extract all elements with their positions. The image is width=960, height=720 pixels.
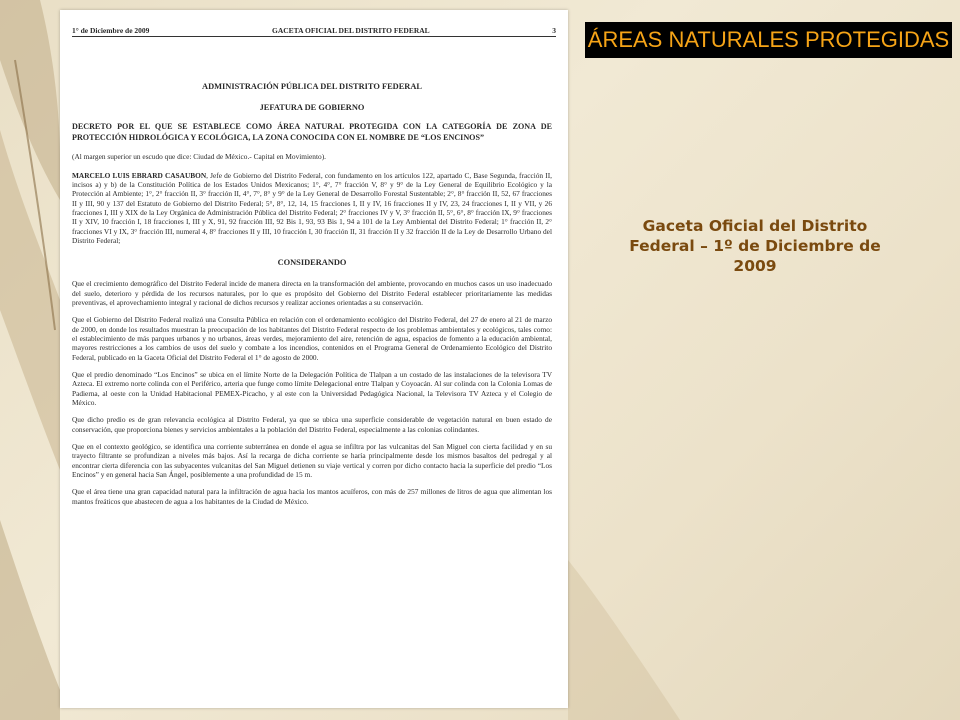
gazette-body (72, 82, 552, 506)
gazette-page (60, 10, 568, 708)
considerando-paragraph: Que el crecimiento demográfico del Distrito Federal incide de manera directa en la transformación del ambiente, provocando en muchos casos un uso inadecuado del suelo, deterioro y pérdida de los recursos naturales, por lo que es propósito del Gobierno del Distrito Federal establecer prioritariamente las medidas preventivas, el aprovechamiento integral y racional de dichos recursos y realizar acciones orientadas a su conservación. (72, 279, 552, 307)
considerando-heading: CONSIDERANDO (277, 258, 347, 268)
header-page-number: 3 (552, 26, 556, 35)
slide-title: ÁREAS NATURALES PROTEGIDAS (587, 27, 950, 52)
slide-title-banner (585, 22, 952, 58)
intro-paragraph (72, 171, 552, 246)
considerando-paragraph: Que en el contexto geológico, se identifica una corriente subterránea en donde el agua se infiltra por las vulcanitas del San Miguel con cierta facilidad y en su trayecto filtrante se profundizan a niveles más bajos. Así la recarga de dicha corriente se haría principalmente desde los mismos basaltos del pedregal y al encontrar cierta diferencia con las subyacentes vulcanitas del San Miguel detienen su viaje vertical y corren por dicho contacto hacia la superficie del predio “Los Encinos” y en general hacia San Ángel, posiblemente a una profundidad de 15 m. (72, 442, 552, 480)
governor-name: MARCELO LUIS EBRARD CASAUBON (72, 170, 207, 180)
considerando-paragraph: Que el predio denominado “Los Encinos” se ubica en el límite Norte de la Delegación Política de Tlalpan a un costado de las instalaciones de la televisora TV Azteca. El extremo norte colinda con el Periférico, arteria que funge como límite Delegacional entre Tlalpan y Coyoacán. Al sur colinda con la Colonia Lomas de Padierna, al oeste con la Unidad Habitacional PEMEX-Picacho, y al este con la Universidad Pedagógica Nacional, la Televisora TV Azteca y el Colegio de México. (72, 370, 552, 408)
header-date: 1° de Diciembre de 2009 (72, 26, 150, 35)
slide-caption: Gaceta Oficial del Distrito Federal – 1º de Diciembre de 2009 (629, 217, 881, 275)
header-publication: GACETA OFICIAL DEL DISTRITO FEDERAL (272, 26, 430, 35)
office-heading: JEFATURA DE GOBIERNO (259, 103, 365, 112)
gazette-header (72, 26, 556, 37)
intro-text: , Jefe de Gobierno del Distrito Federal, con fundamento en los artículos 122, apartado C, Base Segunda, fracción II, incisos a) y b) de la Constitución Política de los Estados Unidos Mexicanos; 1°, 4°, 7° fracción V, 8° y 9° de la Ley General de Equilibrio Ecológico y la Protección al Ambiente; 1°, 2° fracción II, 3° fracción II, 4°, 7°, 8° y 9° de la Ley General de Desarrollo Forestal Sustentable; 2°, 8° fracción II, 52, 67 fracciones II y III, 90 y 137 del Estatuto de Gobierno del Distrito Federal; 5°, 8°, 12, 14, 15 fracciones I, II y IV, 16 fracciones II y IV, 23, 24 fracciones I, II y VII, y 26 fracciones I, III y XIX de la Ley Orgánica de Administración Pública del Distrito Federal; 2° fracciones IV y V, 3° fracción II, 5°, 6°, 8° fracción IX, 9° fracciones II y XIV, 10 fracción I, 18 fracciones I, III y X, 91, 92 fracción III, 92 Bis 1, 93, 93 Bis 1, 94 a 101 de la Ley Ambiental del Distrito Federal; 1° fracción II, 2° fracciones VI y IX, 3° fracción III, numeral 4, 8° fracciones II y III, 10 fracción I, 30 fracción II, 31 fracción II y 32 fracción II de la Ley de Desarrollo Urbano del Distrito Federal; (72, 170, 552, 245)
considerando-paragraph: Que el área tiene una gran capacidad natural para la infiltración de agua hacia los mantos acuíferos, con más de 257 millones de litros de agua que alimentan los mantos freáticos que abastecen de agua a los habitantes de la Ciudad de México. (72, 487, 552, 506)
considerando-paragraph: Que el Gobierno del Distrito Federal realizó una Consulta Pública en relación con el ordenamiento ecológico del Distrito Federal, del 27 de enero al 21 de marzo de 2000, en donde los resultados muestran la preocupación de los habitantes del Distrito Federal respecto de los problemas ambientales y ecológicos, tales como: el establecimiento de más parques urbanos y no urbanos, áreas verdes, mejoramiento del aire, retención de agua, espacios de fomento a la educación ambiental, mayores restricciones a los cambios de usos del suelo y combate a los incendios, contenidos en el Programa General de Ordenamiento Ecológico del Distrito Federal, publicado en la Gaceta Oficial del Distrito Federal el 1° de agosto de 2000. (72, 315, 552, 362)
administration-heading: ADMINISTRACIÓN PÚBLICA DEL DISTRITO FEDERAL (202, 82, 422, 91)
decree-title: DECRETO POR EL QUE SE ESTABLECE COMO ÁREA NATURAL PROTEGIDA CON LA CATEGORÍA DE ZONA DE PROTECCIÓN HIDROLÓGICA Y ECOLÓGICA, LA ZONA CONOCIDA CON EL NOMBRE DE “LOS ENCINOS” (72, 122, 552, 142)
considerando-paragraph: Que dicho predio es de gran relevancia ecológica al Distrito Federal, ya que se ubica una superficie considerable de vegetación natural en buen estado de conservación, que proporciona bienes y servicios ambientales a la población del Distrito Federal, especialmente a las colonias colindantes. (72, 415, 552, 434)
margin-note: (Al margen superior un escudo que dice: Ciudad de México.- Capital en Movimiento). (72, 152, 326, 162)
